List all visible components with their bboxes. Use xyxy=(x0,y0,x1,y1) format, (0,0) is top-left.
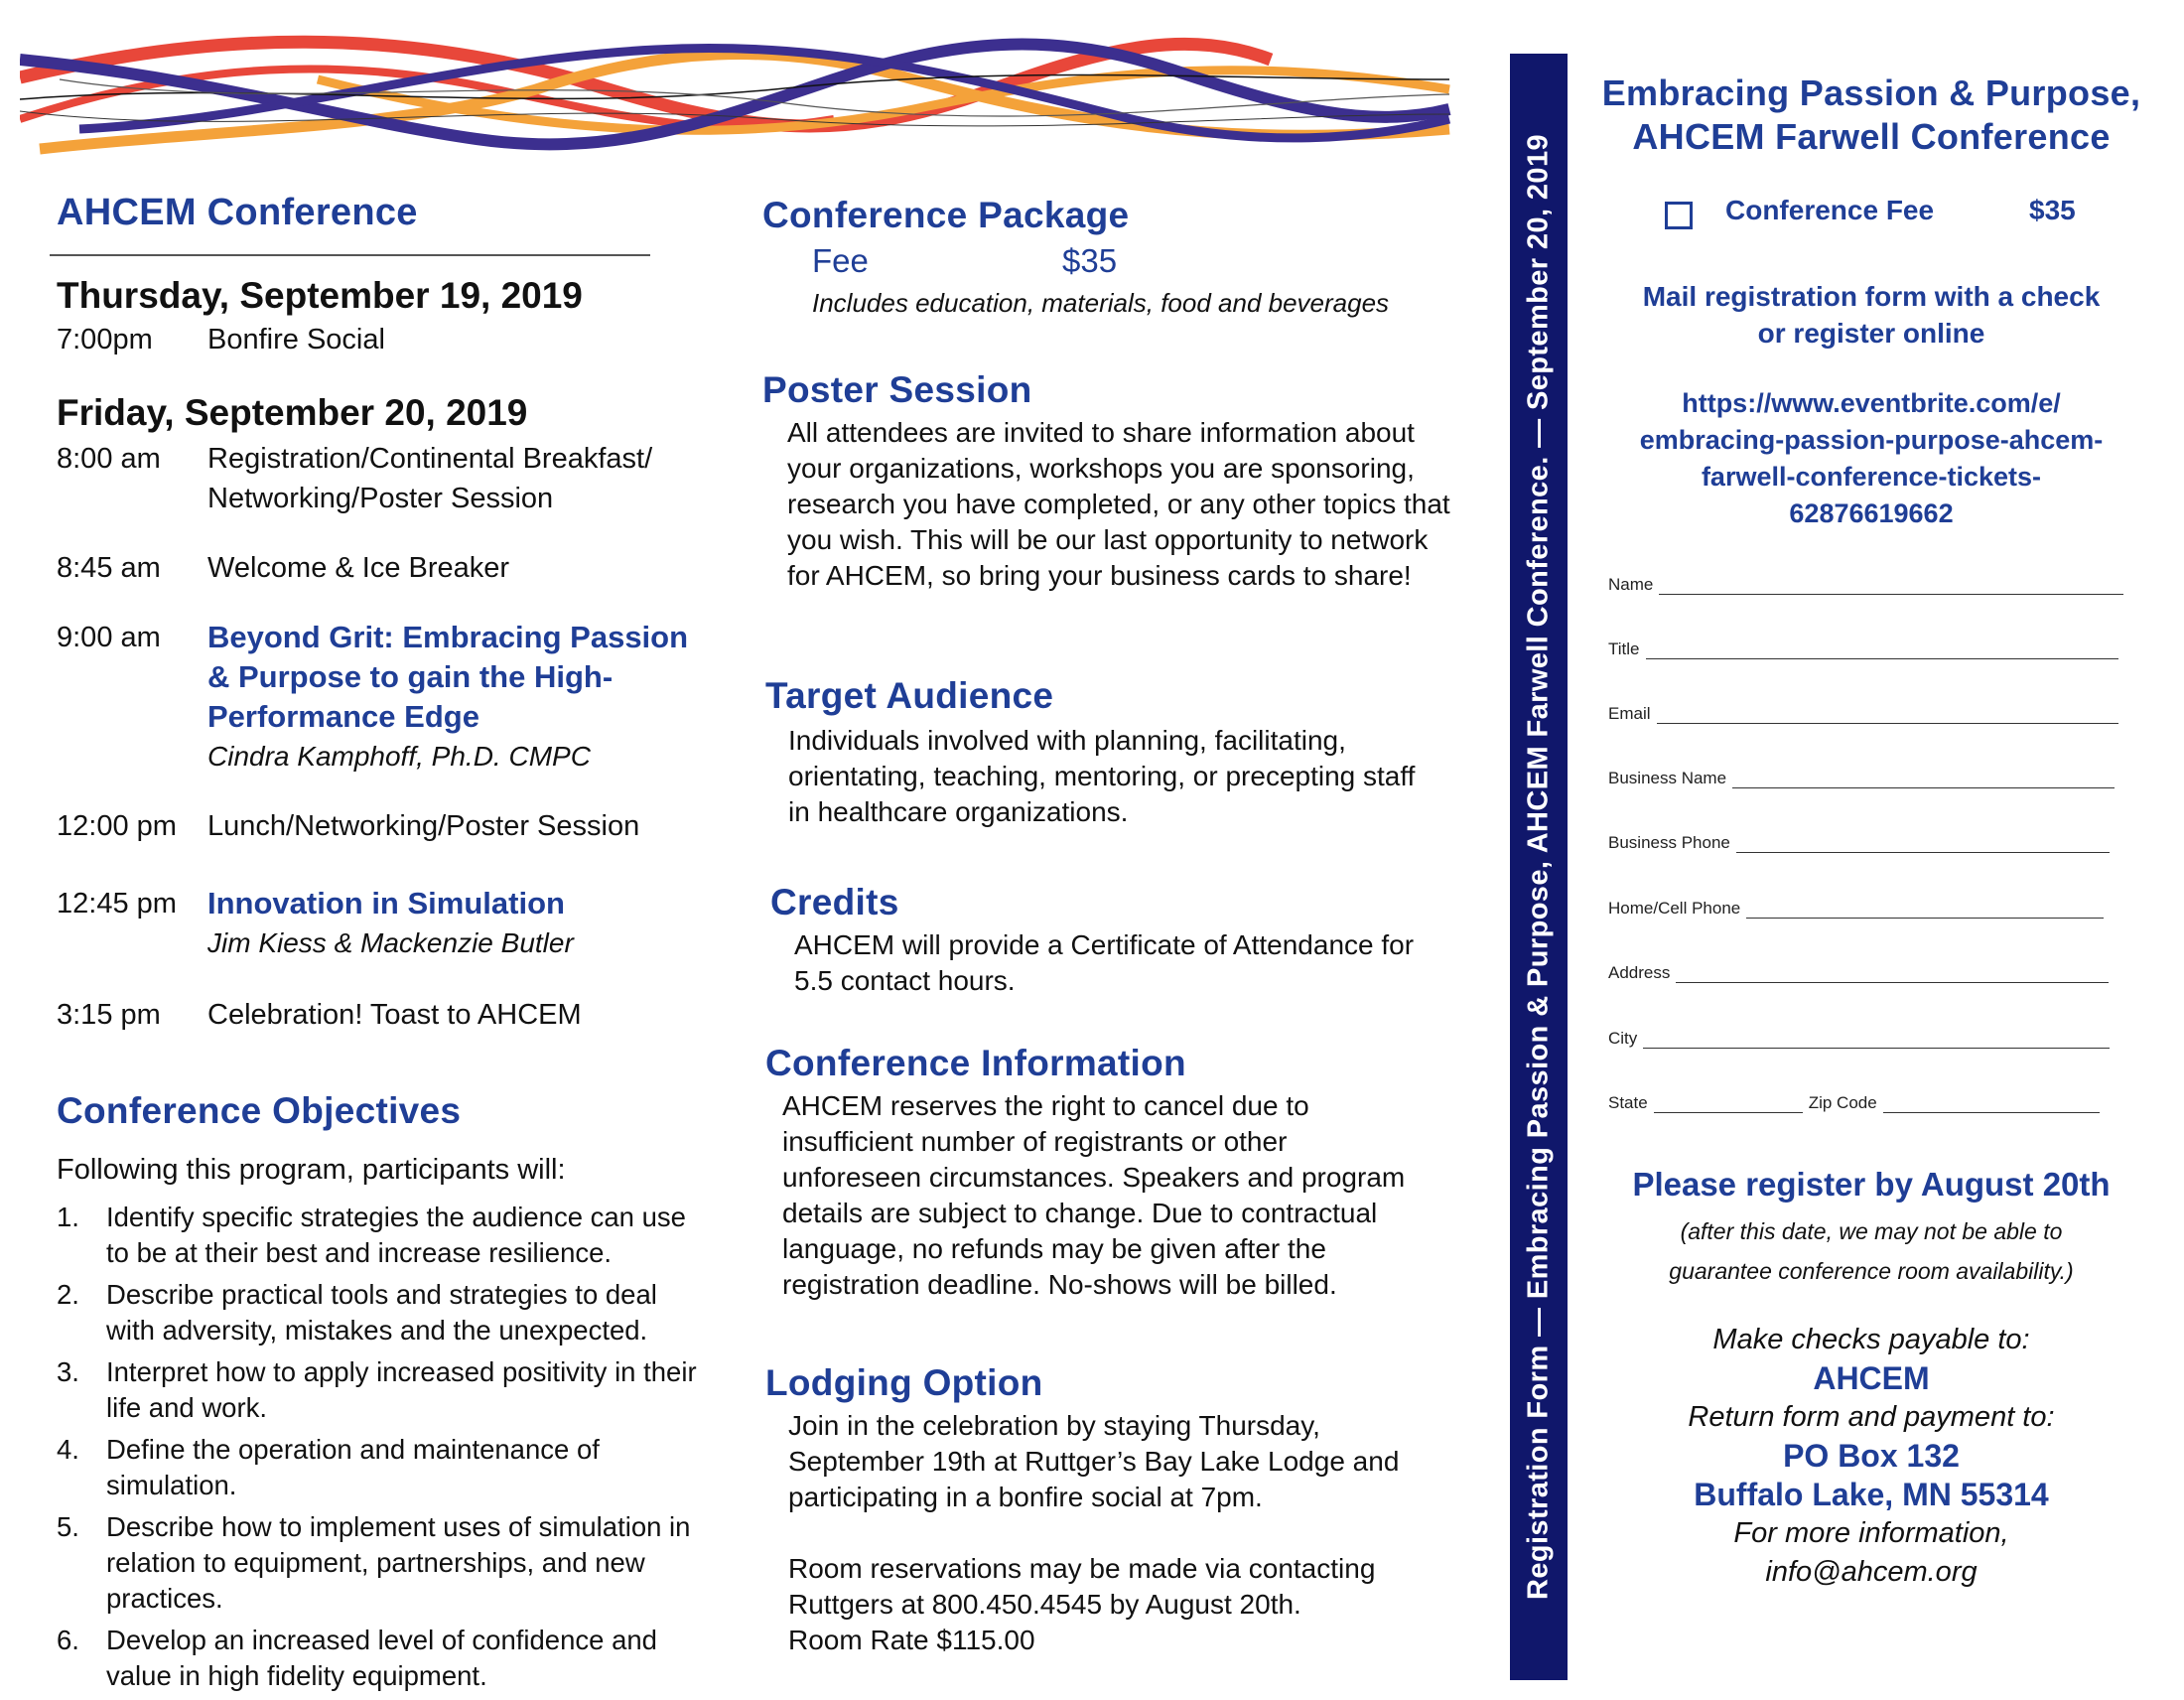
payable-label: Make checks payable to: xyxy=(1712,1324,2030,1355)
business-phone-input[interactable] xyxy=(1736,832,2110,853)
form-fee-value: $35 xyxy=(2029,195,2076,225)
business-name-input[interactable] xyxy=(1732,768,2115,788)
objectives-list xyxy=(57,1200,712,1700)
url-line[interactable]: farwell-conference-tickets- xyxy=(1701,462,2042,492)
conference-title: AHCEM Conference xyxy=(57,192,418,233)
url-line[interactable]: 62876619662 xyxy=(1789,498,1954,528)
home-phone-field[interactable] xyxy=(1608,898,2104,919)
room-rate: Room Rate $115.00 xyxy=(788,1625,1035,1655)
deadline-heading: Please register by August 20th xyxy=(1632,1166,2111,1203)
session-speaker: Cindra Kamphoff, Ph.D. CMPC xyxy=(207,741,591,772)
url-line[interactable]: embracing-passion-purpose-ahcem- xyxy=(1639,425,2104,455)
schedule-desc: Bonfire Social xyxy=(207,324,385,355)
home-phone-input[interactable] xyxy=(1746,898,2104,919)
address-input[interactable] xyxy=(1676,962,2109,983)
field-label: Business Name xyxy=(1608,769,1727,787)
field-label: City xyxy=(1608,1029,1638,1048)
schedule-time: 8:00 am xyxy=(57,443,161,475)
form-title-line: Embracing Passion & Purpose, xyxy=(1601,72,2141,113)
deadline-note xyxy=(1578,1211,2164,1291)
field-label: Home/Cell Phone xyxy=(1608,899,1741,918)
registration-link[interactable] xyxy=(1578,385,2164,532)
list-item xyxy=(57,1509,712,1617)
title-input[interactable] xyxy=(1646,638,2118,659)
list-item xyxy=(57,1277,712,1348)
business-phone-field[interactable] xyxy=(1608,832,2110,853)
objectives-intro: Following this program, participants will: xyxy=(57,1154,566,1186)
mail-line: or register online xyxy=(1757,318,1985,349)
schedule-time: 7:00pm xyxy=(57,324,153,355)
name-input[interactable] xyxy=(1659,574,2123,595)
field-label: State xyxy=(1608,1093,1648,1112)
business-name-field[interactable] xyxy=(1608,768,2115,788)
schedule-desc: Welcome & Ice Breaker xyxy=(207,552,510,584)
schedule-time: 9:00 am xyxy=(57,622,161,653)
email-field[interactable] xyxy=(1608,703,2118,724)
title-divider xyxy=(50,254,650,256)
return-label: Return form and payment to: xyxy=(1688,1401,2055,1433)
payable-to: AHCEM xyxy=(1813,1360,1930,1396)
day1-heading: Thursday, September 19, 2019 xyxy=(57,275,583,316)
schedule-session xyxy=(207,618,734,777)
list-number: 2. xyxy=(57,1279,79,1310)
name-field[interactable] xyxy=(1608,574,2123,595)
fee-note: Includes education, materials, food and beverages xyxy=(812,288,1390,318)
poster-text: All attendees are invited to share information about your organizations, workshops you are sponsoring, research you have completed, or any other topics that you wish. This will be our last opportunity to network for AHCEM, so bring your business cards to share! xyxy=(787,417,1450,591)
title-field[interactable] xyxy=(1608,638,2118,659)
form-title xyxy=(1578,71,2164,159)
list-item xyxy=(57,1354,712,1426)
list-number: 6. xyxy=(57,1625,79,1655)
schedule-time: 3:15 pm xyxy=(57,999,161,1031)
objective-text: Develop an increased level of confidence and value in high fidelity equipment. xyxy=(106,1625,657,1691)
deadline-note-line: guarantee conference room availability.) xyxy=(1669,1258,2074,1284)
band-label: Registration Form — Embracing Passion & Purpose, AHCEM Farwell Conference. — September 20, 2019 xyxy=(1522,133,1555,1601)
state-zip-field[interactable] xyxy=(1608,1092,2100,1113)
objective-text: Describe how to implement uses of simulation in relation to equipment, partnerships, and new practices. xyxy=(106,1511,691,1614)
schedule-desc: Lunch/Networking/Poster Session xyxy=(207,810,640,842)
field-label: Zip Code xyxy=(1808,1093,1877,1112)
list-number: 3. xyxy=(57,1356,79,1387)
schedule-time: 8:45 am xyxy=(57,552,161,584)
objective-text: Identify specific strategies the audience can use to be at their best and increase resilience. xyxy=(106,1202,686,1268)
list-item xyxy=(57,1623,712,1694)
form-fee-label: Conference Fee xyxy=(1725,195,1935,225)
list-number: 1. xyxy=(57,1202,79,1232)
wave-banner xyxy=(20,20,1459,169)
audience-text: Individuals involved with planning, facilitating, orientating, teaching, mentoring, or precepting staff in healthcare organizations. xyxy=(788,725,1416,827)
mail-instructions xyxy=(1578,278,2164,352)
url-line[interactable]: https://www.eventbrite.com/e/ xyxy=(1682,388,2061,418)
field-label: Name xyxy=(1608,575,1654,594)
city-input[interactable] xyxy=(1643,1028,2110,1049)
session-title: Innovation in Simulation xyxy=(207,886,565,921)
deadline-note-line: (after this date, we may not be able to xyxy=(1680,1218,2063,1244)
poster-heading: Poster Session xyxy=(762,369,1032,410)
list-number: 4. xyxy=(57,1434,79,1465)
fee-label: Fee xyxy=(812,242,869,279)
field-label: Title xyxy=(1608,639,1640,658)
city-state: Buffalo Lake, MN 55314 xyxy=(1694,1477,2049,1512)
fee-checkbox[interactable] xyxy=(1665,202,1693,229)
credits-heading: Credits xyxy=(770,882,899,922)
schedule-session xyxy=(207,884,734,963)
info-heading: Conference Information xyxy=(765,1043,1186,1083)
session-title: Beyond Grit: Embracing Passion & Purpose to gain the High-Performance Edge xyxy=(207,620,689,734)
city-field[interactable] xyxy=(1608,1028,2110,1049)
more-info: For more information, xyxy=(1733,1517,2009,1549)
field-label: Address xyxy=(1608,963,1671,982)
lodging-reservations: Room reservations may be made via contacting Ruttgers at 800.450.4545 by August 20th. xyxy=(788,1553,1376,1620)
audience-heading: Target Audience xyxy=(765,675,1054,716)
lodging-heading: Lodging Option xyxy=(765,1362,1043,1403)
field-label: Email xyxy=(1608,704,1651,723)
objectives-heading: Conference Objectives xyxy=(57,1090,462,1131)
info-text: AHCEM reserves the right to cancel due to insufficient number of registrants or other unforeseen circumstances. Speakers and program details are subject to change. Due to contractual language, no refunds may be given after the registration deadline. No-shows will be billed. xyxy=(782,1090,1406,1300)
session-speaker: Jim Kiess & Mackenzie Butler xyxy=(207,927,574,958)
address-field[interactable] xyxy=(1608,962,2109,983)
contact-email[interactable]: info@ahcem.org xyxy=(1765,1556,1978,1588)
lodging-text: Join in the celebration by staying Thursday, September 19th at Ruttger’s Bay Lake Lodge and participating in a bonfire social at 7pm. xyxy=(788,1410,1400,1512)
schedule-desc: Celebration! Toast to AHCEM xyxy=(207,999,582,1031)
list-number: 5. xyxy=(57,1511,79,1542)
objective-text: Define the operation and maintenance of simulation. xyxy=(106,1434,600,1500)
mail-line: Mail registration form with a check xyxy=(1642,281,2101,312)
objective-text: Interpret how to apply increased positivity in their life and work. xyxy=(106,1356,697,1423)
credits-text: AHCEM will provide a Certificate of Attendance for 5.5 contact hours. xyxy=(794,929,1415,996)
payment-info xyxy=(1578,1321,2164,1592)
field-label: Business Phone xyxy=(1608,833,1730,852)
schedule-desc: Registration/Continental Breakfast/ Networking/Poster Session xyxy=(207,443,653,514)
list-item xyxy=(57,1200,712,1271)
schedule-time: 12:45 pm xyxy=(57,888,177,920)
zip-input[interactable] xyxy=(1883,1092,2100,1113)
state-input[interactable] xyxy=(1654,1092,1803,1113)
po-box: PO Box 132 xyxy=(1783,1438,1960,1474)
fee-value: $35 xyxy=(1062,242,1118,279)
package-heading: Conference Package xyxy=(762,195,1130,235)
objective-text: Describe practical tools and strategies to deal with adversity, mistakes and the unexpected. xyxy=(106,1279,657,1346)
email-input[interactable] xyxy=(1657,703,2118,724)
list-item xyxy=(57,1432,712,1503)
day2-heading: Friday, September 20, 2019 xyxy=(57,392,528,433)
form-title-line: AHCEM Farwell Conference xyxy=(1632,116,2111,157)
schedule-time: 12:00 pm xyxy=(57,810,177,842)
